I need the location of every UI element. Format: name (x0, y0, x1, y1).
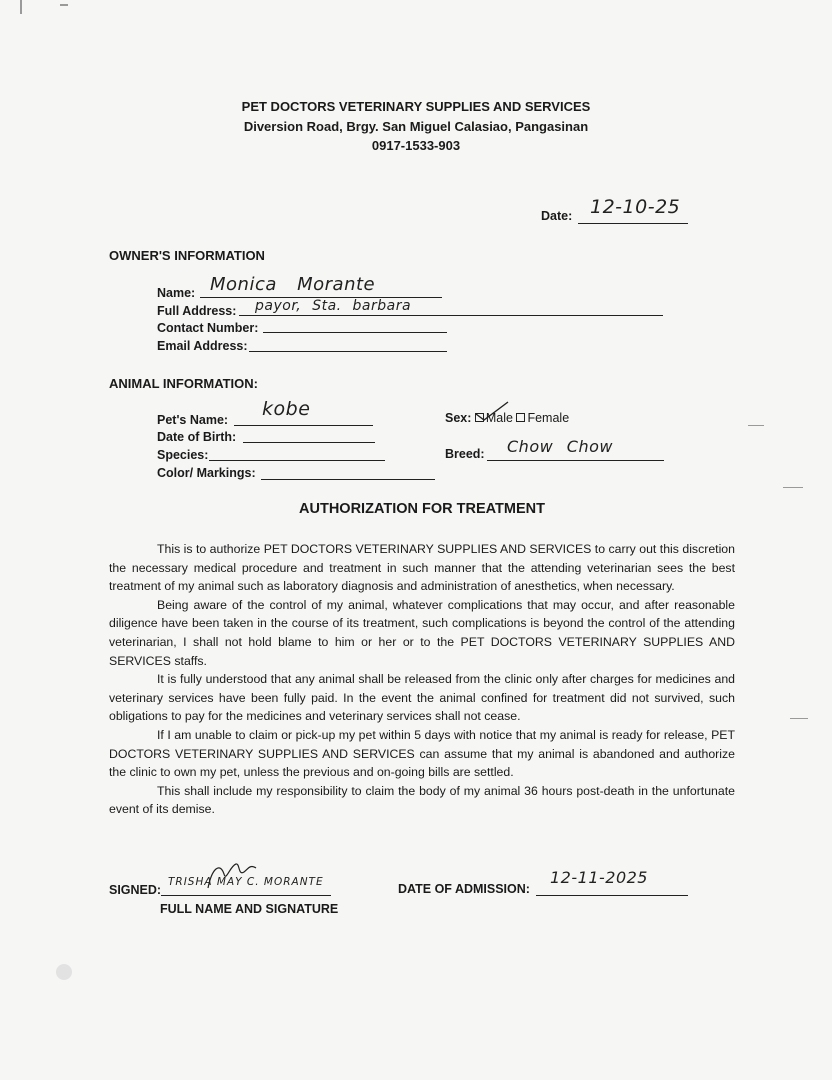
admission-date-label: DATE OF ADMISSION: (398, 882, 530, 896)
authorization-paragraph: It is fully understood that any animal shall be released from the clinic only after charges for medicines and veterinary services have been fully paid. In the event the animal confined for treatment did not survived, such obligations to pay for the medicines and veterinary services shall not cease. (109, 672, 735, 724)
signed-name-value: TRISHA MAY C. MORANTE (168, 876, 324, 888)
breed-label: Breed: (445, 447, 485, 461)
scan-smudge (56, 964, 72, 980)
dob-line (243, 442, 375, 443)
date-label: Date: (541, 209, 573, 223)
authorization-paragraph: If I am unable to claim or pick-up my pet within 5 days with notice that my animal is ready for release, PET DOCTORS VETERINARY SUPPLIES AND SERVICES can assume that my animal is abandoned and authorize the clinic to own my pet, unless the previous and on-going bills are settled. (109, 727, 735, 780)
owner-section-title: OWNER'S INFORMATION (109, 248, 265, 263)
owner-email-line (249, 351, 447, 352)
breed-line (487, 460, 664, 461)
pet-name-line (234, 425, 373, 426)
scan-mark (20, 0, 22, 14)
color-markings-label: Color/ Markings: (157, 466, 256, 480)
owner-contact-line (263, 332, 447, 333)
scan-mark (60, 4, 68, 6)
pet-name-label: Pet's Name: (157, 413, 229, 427)
full-name-signature-label: FULL NAME AND SIGNATURE (160, 902, 339, 916)
scan-mark (748, 425, 764, 426)
owner-contact-label: Contact Number: (157, 321, 259, 335)
business-address: Diversion Road, Brgy. San Miguel Calasiao, Pangasinan (243, 119, 589, 134)
sex-label: Sex: (445, 411, 472, 425)
female-option-label: Female (527, 411, 570, 425)
date-line (578, 223, 688, 224)
business-name: PET DOCTORS VETERINARY SUPPLIES AND SERVICES (241, 99, 591, 114)
owner-address-line (239, 315, 663, 316)
scan-mark (783, 487, 803, 488)
owner-address-label: Full Address: (157, 304, 237, 318)
species-line (209, 460, 385, 461)
authorization-paragraph: This is to authorize PET DOCTORS VETERINARY SUPPLIES AND SERVICES to carry out this discretion the necessary medical procedure and treatment in such manner that the attending veterinarian sees the best treatment of my animal such as laboratory diagnosis and administration of anesthetics, when necessary. (109, 542, 735, 594)
color-markings-line (261, 479, 435, 480)
authorization-body (109, 540, 735, 819)
authorization-paragraph: This shall include my responsibility to claim the body of my animal 36 hours post-death in the unfortunate event of its demise. (109, 783, 735, 817)
authorization-title: AUTHORIZATION FOR TREATMENT (299, 501, 545, 517)
species-label: Species: (157, 448, 209, 462)
owner-email-label: Email Address: (157, 339, 248, 353)
owner-address-value: payor, Sta. barbara (255, 298, 412, 314)
owner-name-label: Name: (157, 286, 196, 300)
owner-name-value: Monica Morante (210, 274, 376, 295)
signature-scribble-icon (200, 858, 260, 898)
scan-mark (790, 718, 808, 719)
animal-section-title: ANIMAL INFORMATION: (109, 376, 258, 391)
male-option-label: Male (485, 411, 513, 425)
business-phone: 0917-1533-903 (371, 138, 461, 153)
female-checkbox[interactable] (516, 413, 525, 422)
dob-label: Date of Birth: (157, 430, 237, 444)
pet-name-value: kobe (262, 398, 311, 420)
admission-date-value: 12-11-2025 (550, 868, 648, 887)
male-checkmark-icon (474, 400, 510, 424)
breed-value: Chow Chow (507, 437, 613, 456)
admission-date-line (536, 895, 688, 896)
date-value: 12-10-25 (590, 196, 681, 218)
authorization-paragraph: Being aware of the control of my animal, whatever complications that may occur, and after reasonable diligence have been taken in the course of its treatment, such complications is beyond the control of the attending veterinarian, I shall not hold blame to him or her or to the PET DOCTORS VETERINARY SUPPLIES AND SERVICES staffs. (109, 597, 735, 668)
signed-label: SIGNED: (109, 883, 162, 897)
